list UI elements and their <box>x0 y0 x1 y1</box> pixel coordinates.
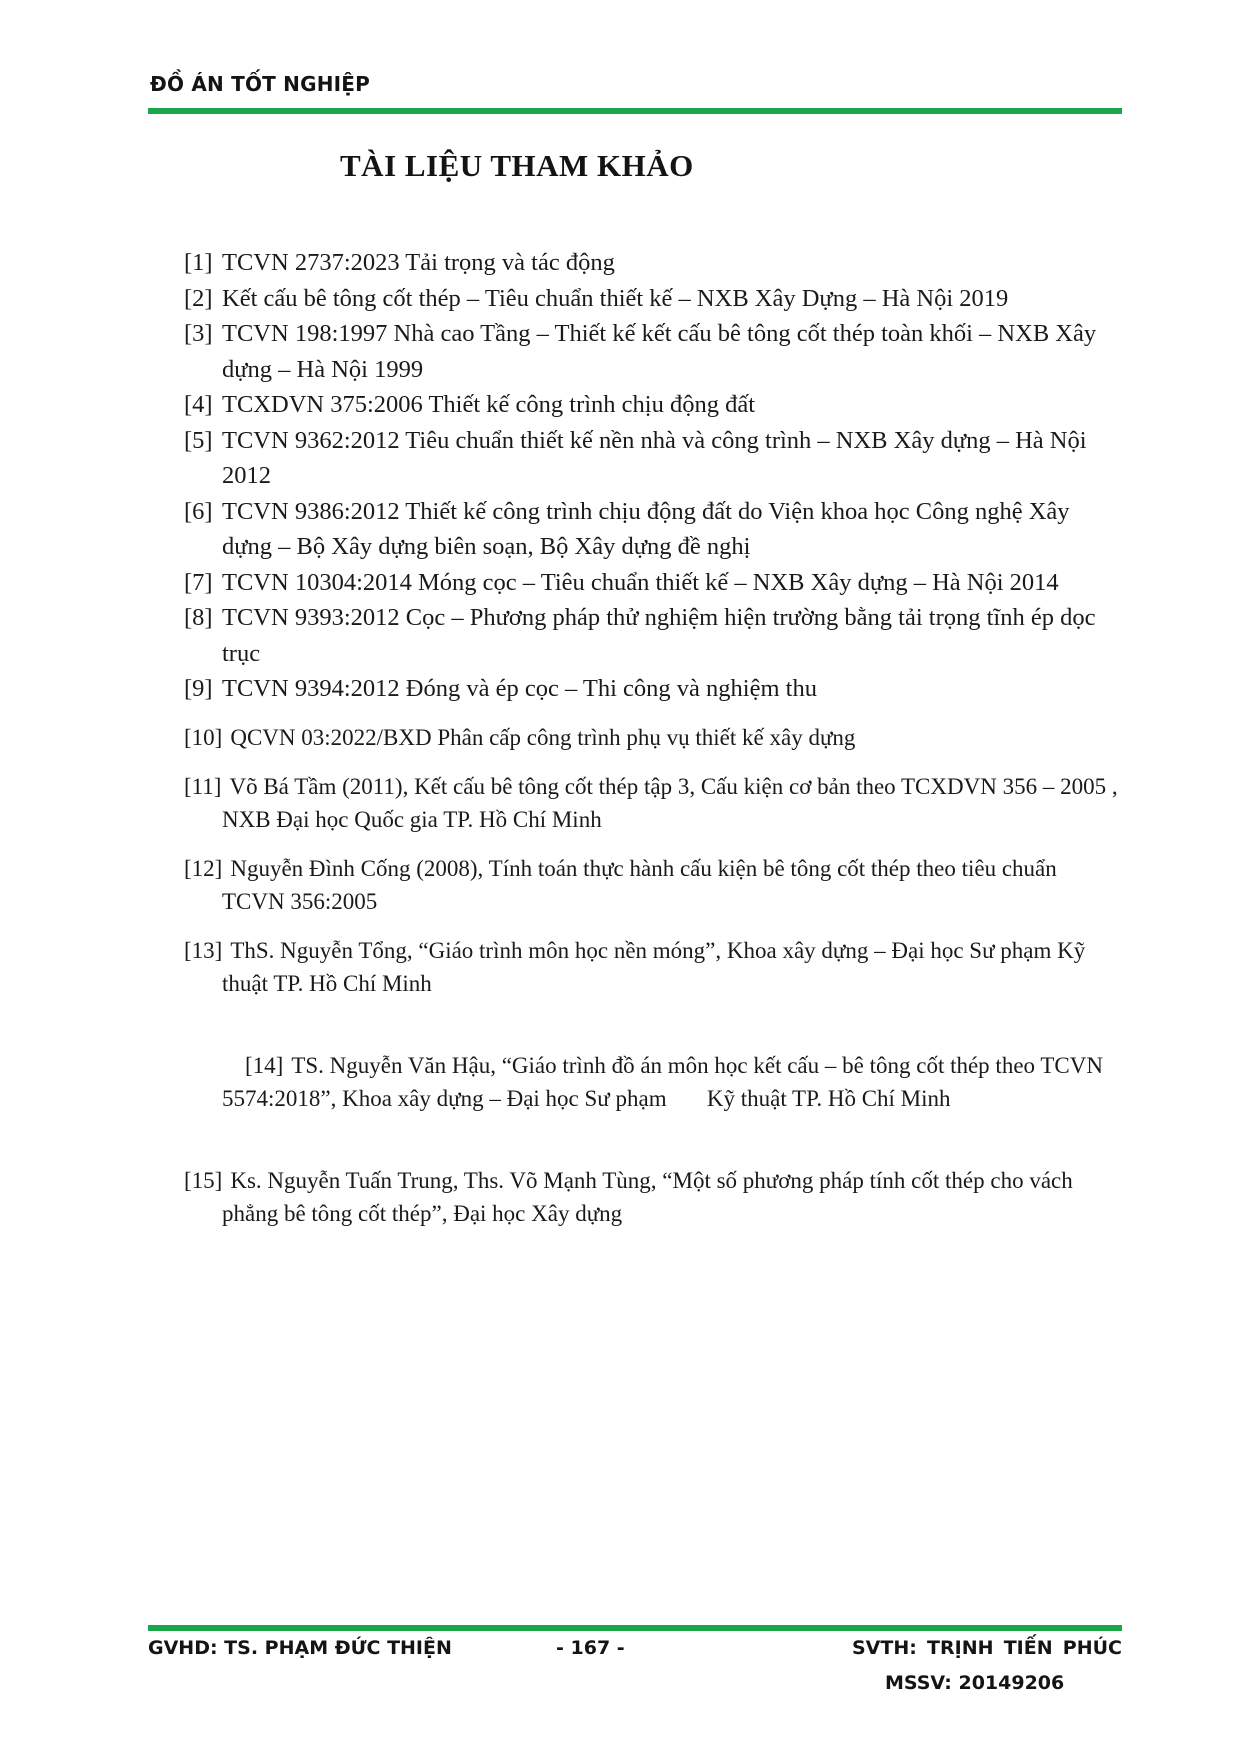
reference-text: TCVN 9386:2012 Thiết kế công trình chịu động đất do Viện khoa học Công nghệ Xây dựng – Bộ Xây dựng biên soạn, Bộ Xây dựng đề nghị <box>222 497 1070 560</box>
reference-number: [1] <box>184 249 213 276</box>
reference-item <box>184 1164 1124 1230</box>
reference-item <box>184 316 1124 387</box>
reference-item <box>184 852 1124 918</box>
reference-number: [6] <box>184 497 213 525</box>
reference-text: TCVN 10304:2014 Móng cọc – Tiêu chuẩn thiết kế – NXB Xây dựng – Hà Nội 2014 <box>222 568 1059 596</box>
reference-text: TCVN 198:1997 Nhà cao Tầng – Thiết kế kết cấu bê tông cốt thép toàn khối – NXB Xây dựng – Hà Nội 1999 <box>222 320 1097 383</box>
reference-text: QCVN 03:2022/BXD Phân cấp công trình phụ vụ thiết kế xây dựng <box>230 724 856 750</box>
footer-divider <box>148 1625 1122 1631</box>
reference-text: Kết cấu bê tông cốt thép – Tiêu chuẩn thiết kế – NXB Xây Dựng – Hà Nội 2019 <box>222 284 1009 312</box>
page-number: - 167 - <box>556 1637 625 1659</box>
reference-list <box>184 245 1124 1230</box>
student-id: MSSV: 20149206 <box>885 1672 1065 1694</box>
reference-text: Võ Bá Tầm (2011), Kết cấu bê tông cốt thép tập 3, Cấu kiện cơ bản theo TCXDVN 356 – 2005 , NXB Đại học Quốc gia TP. Hồ Chí Minh <box>222 773 1118 832</box>
reference-text: TS. Nguyễn Văn Hậu, “Giáo trình đồ án môn học kết cấu – bê tông cốt thép theo TCVN 5574:2018”, Khoa xây dựng – Đại học Sư phạm Kỹ thuật TP. Hồ Chí Minh <box>222 1052 1109 1111</box>
reference-number: [13] <box>184 937 223 963</box>
reference-text: TCVN 9394:2012 Đóng và ép cọc – Thi công và nghiệm thu <box>222 675 817 702</box>
reference-text: TCVN 2737:2023 Tải trọng và tác động <box>222 249 615 276</box>
reference-number: [11] <box>184 773 222 799</box>
reference-number: [12] <box>184 855 223 881</box>
header-divider <box>148 108 1122 114</box>
reference-number: [5] <box>184 426 213 454</box>
reference-item <box>184 245 1124 281</box>
reference-number: [4] <box>184 391 213 418</box>
reference-item <box>184 387 1124 423</box>
reference-item <box>184 934 1124 1000</box>
reference-item <box>184 494 1124 565</box>
reference-number: [9] <box>184 675 213 702</box>
reference-text: Ks. Nguyễn Tuấn Trung, Ths. Võ Mạnh Tùng, “Một số phương pháp tính cốt thép cho vách phẳng bê tông cốt thép”, Đại học Xây dựng <box>222 1167 1073 1226</box>
reference-item <box>184 671 1124 707</box>
reference-item <box>184 423 1124 494</box>
reference-text: Nguyễn Đình Cống (2008), Tính toán thực hành cấu kiện bê tông cốt thép theo tiêu chuẩn TCVN 356:2005 <box>222 855 1057 914</box>
reference-number: [15] <box>184 1167 223 1193</box>
reference-number: [8] <box>184 604 213 631</box>
reference-number: [2] <box>184 284 213 312</box>
reference-item <box>184 565 1124 601</box>
reference-item <box>184 281 1124 317</box>
advisor-label: GVHD: TS. PHẠM ĐỨC THIỆN <box>148 1637 452 1659</box>
reference-number: [3] <box>184 320 213 347</box>
reference-item <box>184 600 1124 671</box>
document-header-title: ĐỒ ÁN TỐT NGHIỆP <box>150 72 371 96</box>
reference-number: [14] <box>245 1052 284 1078</box>
reference-text: TCVN 9393:2012 Cọc – Phương pháp thử nghiệm hiện trường bằng tải trọng tĩnh ép dọc trục <box>222 604 1096 667</box>
reference-number: [10] <box>184 724 223 750</box>
reference-item <box>184 770 1124 836</box>
reference-number: [7] <box>184 568 213 596</box>
reference-text: TCXDVN 375:2006 Thiết kế công trình chịu động đất <box>222 391 756 418</box>
page-title: TÀI LIỆU THAM KHẢO <box>340 148 694 183</box>
reference-item <box>184 721 1124 754</box>
reference-text: TCVN 9362:2012 Tiêu chuẩn thiết kế nền nhà và công trình – NXB Xây dựng – Hà Nội 2012 <box>222 426 1087 489</box>
student-name: SVTH: TRỊNH TIẾN PHÚC <box>852 1637 1122 1659</box>
reference-item <box>184 1016 1124 1148</box>
reference-text: ThS. Nguyễn Tổng, “Giáo trình môn học nền móng”, Khoa xây dựng – Đại học Sư phạm Kỹ thuật TP. Hồ Chí Minh <box>222 937 1086 996</box>
